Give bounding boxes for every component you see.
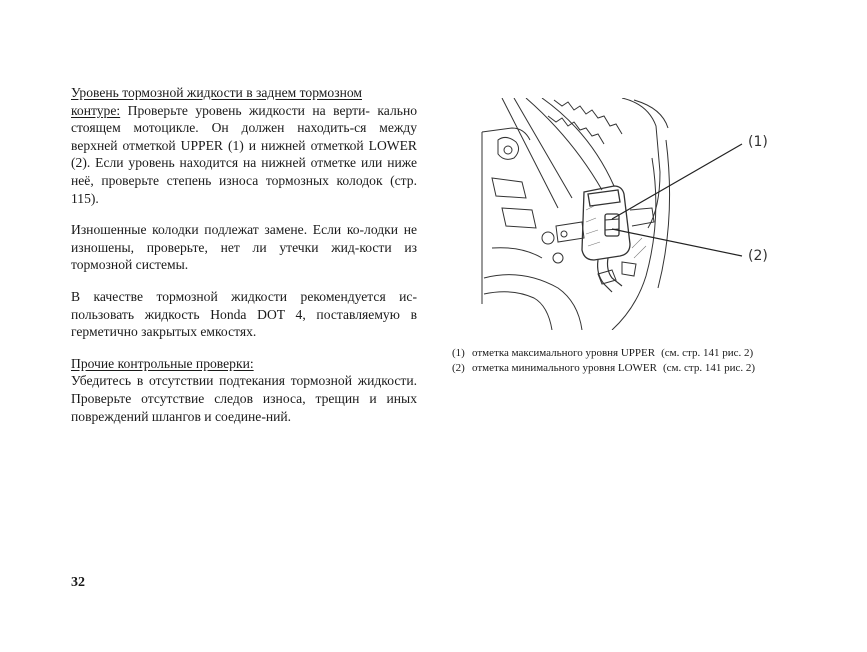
rear-brake-paragraph xyxy=(71,84,417,207)
caption-2-reference: (см. стр. 141 рис. 2) xyxy=(662,362,755,374)
caption-2-number: (2) xyxy=(452,362,465,374)
page-number: 32 xyxy=(71,575,85,590)
pads-paragraph: Изношенные колодки подлежат замене. Если ко-лодки не изношены, проверьте, нет ли утечки жид-кости из тормозной системы. xyxy=(71,222,417,273)
caption-row-1 xyxy=(452,346,797,361)
other-checks-paragraph xyxy=(71,355,417,425)
caption-1-text: отметка максимального уровня UPPER xyxy=(472,347,656,359)
reservoir-drawing xyxy=(462,98,782,330)
caption-1-reference: (см. стр. 141 рис. 2) xyxy=(661,347,754,359)
left-text-column xyxy=(71,84,417,425)
rear-brake-text: кально стоящем мотоцикле. Он должен находить-ся между верхней отметкой UPPER (1) и нижней отметкой LOWER (2). Если уровень находится на нижней отметке или ниже неё, проверьте степень износа тормозных колодок (стр. 115). xyxy=(71,102,418,206)
callout-1-label: (1) xyxy=(748,134,768,150)
other-checks-heading: Прочие контрольные проверки: xyxy=(71,355,254,371)
brake-reservoir-illustration xyxy=(462,98,782,330)
caption-2-text: отметка минимального уровня LOWER xyxy=(472,362,657,374)
rear-brake-heading: Уровень тормозной жидкости в заднем тормозном xyxy=(71,85,362,100)
caption-1-number: (1) xyxy=(452,347,465,359)
other-checks-text: Убедитесь в отсутствии подтекания тормозной жидкости. Проверьте отсутствие следов износа, трещин и иных повреждений шлангов и соедине-ний. xyxy=(71,373,417,424)
caption-row-2 xyxy=(452,361,797,376)
rear-brake-heading-end: контуре: xyxy=(71,102,121,118)
rear-brake-text-start: Проверьте уровень жидкости на верти- xyxy=(120,102,370,118)
figure-captions xyxy=(452,346,797,376)
fluid-paragraph: В качестве тормозной жидкости рекомендуется ис-пользовать жидкость Honda DOT 4, поставляемую в герметично закрытых емкостях. xyxy=(71,288,417,340)
callout-2-label: (2) xyxy=(748,248,768,264)
